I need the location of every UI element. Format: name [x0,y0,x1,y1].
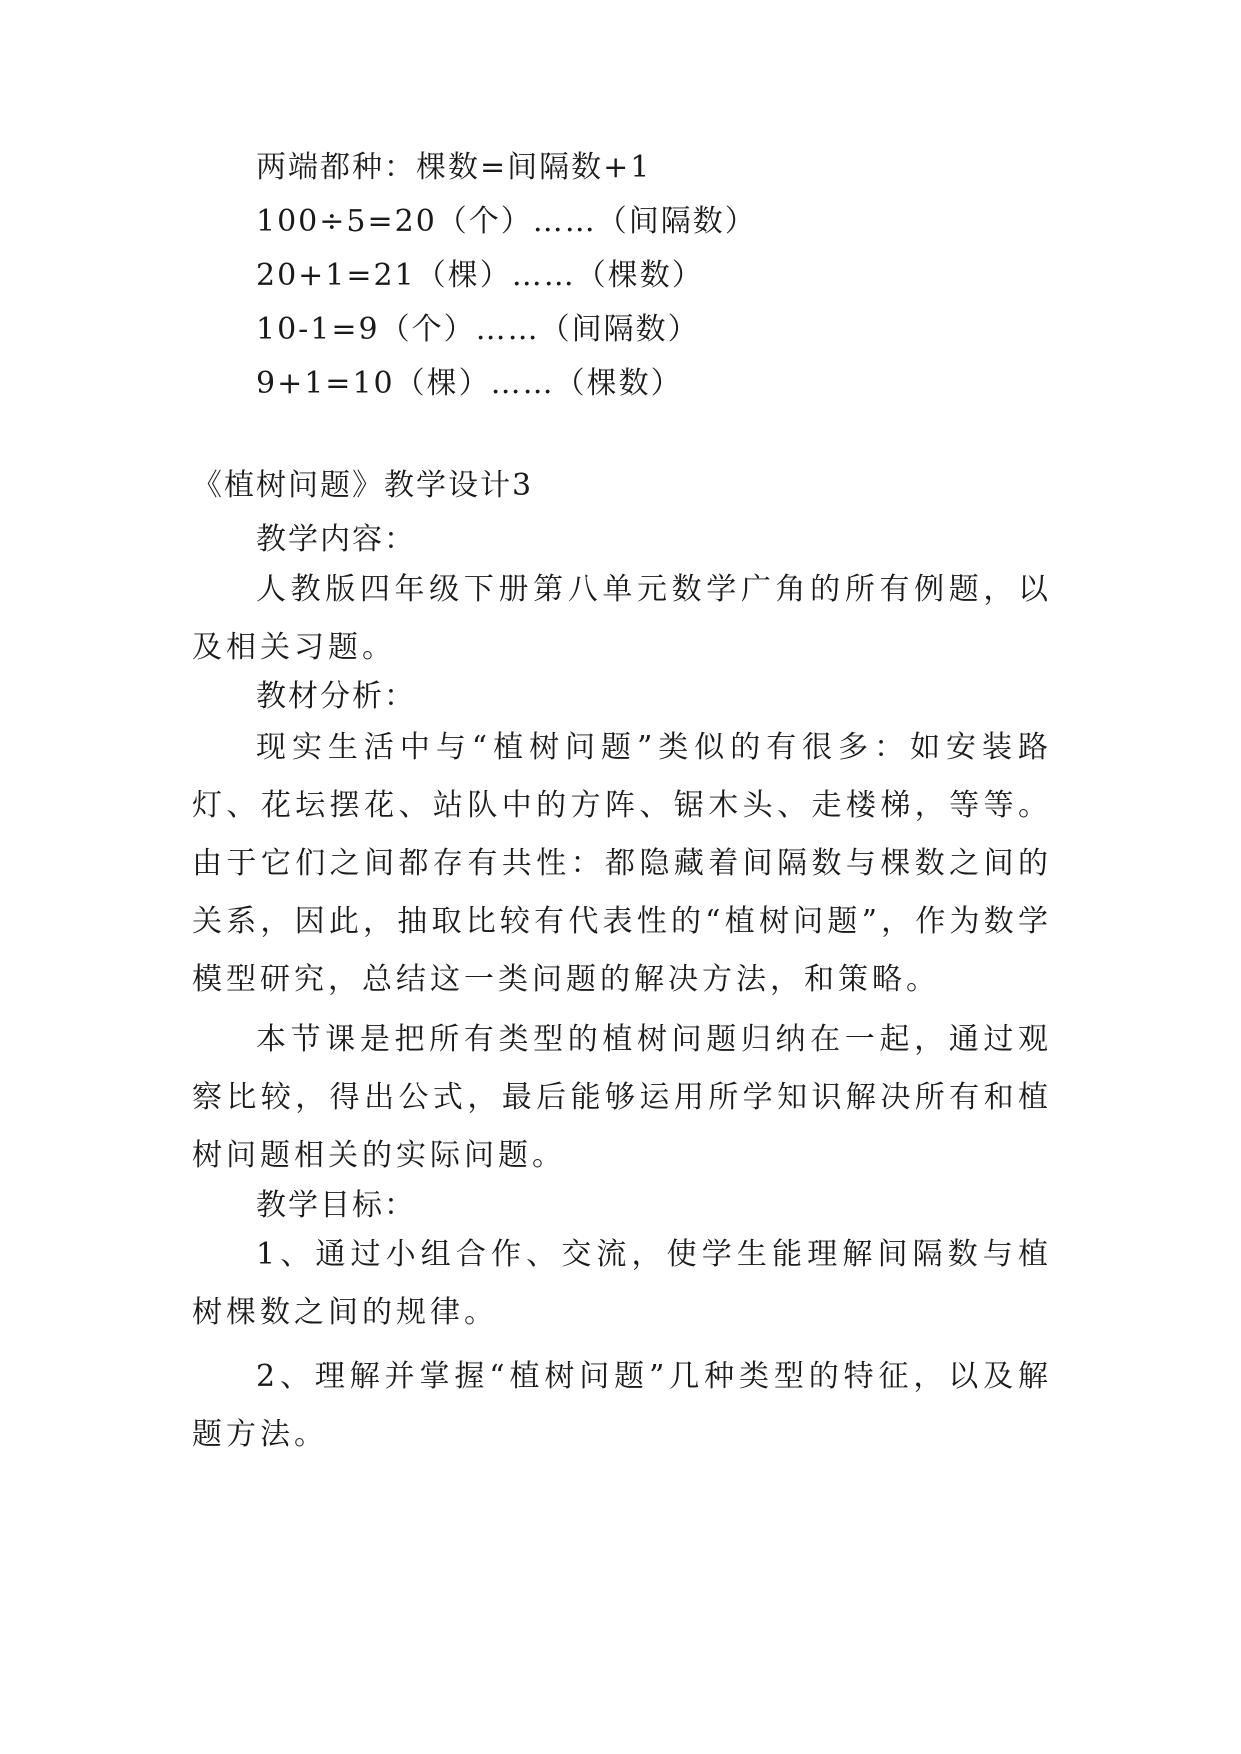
content-paragraph: 人教版四年级下册第八单元数学广角的所有例题，以及相关习题。 [192,572,1052,665]
content-heading: 教学内容： [256,522,416,557]
goals-heading: 教学目标： [256,1188,416,1223]
section-title: 《植树问题》教学设计3 [192,468,534,503]
goal-item-2: 2、理解并掌握“植树问题”几种类型的特征，以及解题方法。 [192,1359,1052,1452]
analysis-paragraph-1: 现实生活中与“植树问题”类似的有很多：如安装路灯、花坛摆花、站队中的方阵、锯木头、走楼梯，等等。由于它们之间都存有共性：都隐藏着间隔数与棵数之间的关系，因此，抽取比较有代表性的“植树问题”，作为数学模型研究，总结这一类问题的解决方法，和策略。 [192,730,1052,997]
analysis-heading: 教材分析： [256,679,416,714]
calc-line-3: 20+1=21（棵）……（棵数） [256,258,704,293]
calc-line-4: 10-1=9（个）……（间隔数） [256,312,700,347]
goal-item-1: 1、通过小组合作、交流，使学生能理解间隔数与植树棵数之间的规律。 [192,1237,1052,1330]
calc-line-1: 两端都种：棵数=间隔数+1 [256,150,652,185]
calc-line-2: 100÷5=20（个）……（间隔数） [256,204,757,239]
analysis-paragraph-2: 本节课是把所有类型的植树问题归纳在一起，通过观察比较，得出公式，最后能够运用所学知识解决所有和植树问题相关的实际问题。 [192,1022,1052,1173]
calc-line-5: 9+1=10（棵）……（棵数） [256,366,683,401]
